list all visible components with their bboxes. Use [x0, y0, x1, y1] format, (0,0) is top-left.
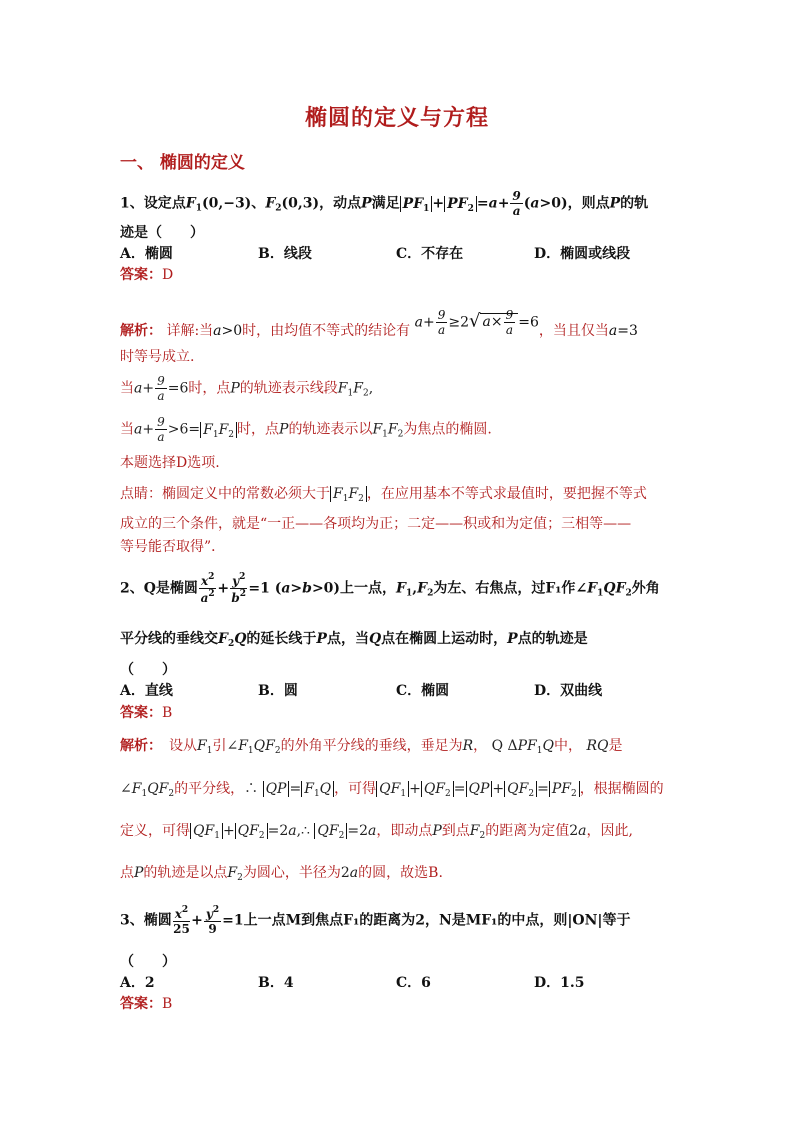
q3-option-b: B．4 [258, 975, 294, 991]
q1-analysis-line2: 时等号成立. [120, 349, 195, 365]
q2-analysis-line3: 定义，可得 $QF_1 + QF_2$ =2a,∴ $QF_2 =2a$，即动点P到点$F_2$的距离为定值2a，因此, [120, 823, 633, 841]
q3-stem: 3、椭圆 $\frac{x^2}{25}$ + $\frac{y^2}{9}$ =1上一点M到焦点F₁的距离为2，N是MF₁的中点，则|ON|等于 [120, 905, 631, 936]
q2-option-a: A．直线 [120, 683, 173, 699]
q2-answer: 答案：B [120, 705, 173, 721]
q1-analysis-line3: 当a+ $\frac{9}{a}$ =6时，点P的轨迹表示线段$F_1F_2$, [120, 374, 374, 403]
q1-option-d: D．椭圆或线段 [534, 246, 631, 262]
q2-analysis-line4: 点P的轨迹是以点$F_2$为圆心，半径为2a的圆，故选B. [120, 865, 443, 883]
q1-answer: 答案：D [120, 267, 174, 283]
q1-note-line1: 点睛：椭圆定义中的常数必须大于 $F_1F_2$ ，在应用基本不等式求最值时，要把握不等式 [120, 486, 647, 504]
q1-options [120, 243, 672, 263]
q1-analysis-line1: 解析： 详解:当a>0时，由均值不等式的结论有 a+ $\frac{9}{a}$ ≥2√ a× $\frac{9}{a}$ =6，当且仅当a=3 [120, 307, 638, 339]
q2-stem-line3: （ ） [120, 662, 176, 678]
q3-option-a: A．2 [120, 975, 155, 991]
q2-stem-line2: 平分线的垂线交$F_2Q$的延长线于P点，当Q点在椭圆上运动时，P点的轨迹是 [120, 631, 588, 649]
q2-option-c: C．椭圆 [396, 683, 450, 699]
q2-analysis-line2: $\angle F_1QF_2$的平分线，∴ QP = $F_1Q$ ，可得 $QF_1 + QF_2$ = QP + $QF_2 = PF_2$ ，根据椭圆的 [120, 781, 664, 799]
q2-options [120, 680, 672, 700]
q1-stem: 1、设定点$F_1(0,-3)$、$F_2(0,3)$，动点P满足 $PF_1 + PF_2 =a+$ $\frac{9}{a}$ (a>0)，则点P的轨 [120, 189, 649, 218]
q3-option-d: D．1.5 [534, 975, 585, 991]
section-heading: 一、 椭圆的定义 [120, 153, 245, 173]
q3-options [120, 972, 672, 992]
q1-note-line3: 等号能否取得”． [120, 539, 226, 555]
q1-option-a: A．椭圆 [120, 246, 173, 262]
q1-note-line2: 成立的三个条件，就是“一正——各项均为正；二定——积或和为定值；三相等—— [120, 516, 632, 532]
q1-option-c: C．不存在 [396, 246, 464, 262]
q1-analysis-line5: 本题选择D选项. [120, 455, 220, 471]
q1-analysis-line4: 当a+ $\frac{9}{a}$ $>6= F_1F_2$ 时，点P的轨迹表示以$F_1F_2$为焦点的椭圆. [120, 415, 492, 444]
q2-stem: 2、Q是椭圆 $\frac{x^2}{a^2}$ + $\frac{y^2}{b^2}$ =1 (a>b>0)上一点，$F_1,F_2$为左、右焦点，过F₁作$\angle F_1QF_2$外角 [120, 572, 660, 605]
q3-stem-line2: （ ） [120, 954, 176, 970]
q2-option-d: D．双曲线 [534, 683, 603, 699]
q2-option-b: B．圆 [258, 683, 298, 699]
page-title: 椭圆的定义与方程 [304, 105, 489, 131]
q2-analysis-line1: 解析： 设从$F_1$引$\angle F_1QF_2$的外角平分线的垂线，垂足为R， Q $\Delta PF_1Q$中， RQ是 [120, 738, 623, 756]
q3-answer: 答案：B [120, 996, 173, 1012]
q3-option-c: C．6 [396, 975, 431, 991]
q1-stem-line2: 迹是（ ） [120, 225, 204, 241]
q1-option-b: B．线段 [258, 246, 312, 262]
